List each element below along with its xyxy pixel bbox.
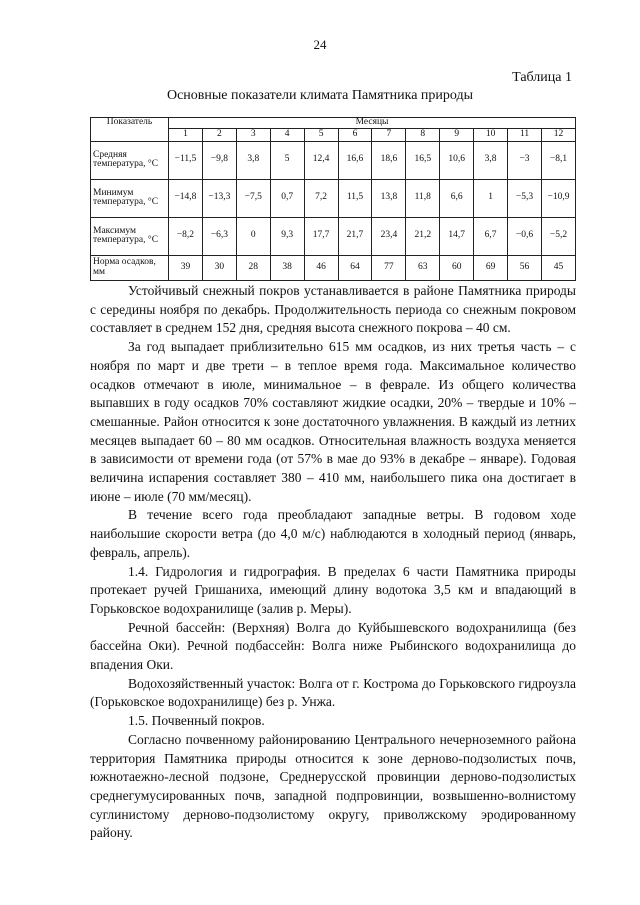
column-header-parameter: Показатель [91,118,169,142]
month-header: 10 [474,128,508,141]
table-cell: 69 [474,255,508,280]
table-cell: 56 [508,255,542,280]
page-number: 24 [313,37,327,52]
paragraph-snow-cover: Устойчивый снежный покров устанавливается в районе Памятника природы с середины ноября по декабрь. Продолжительность периода со снежным покровом составляет в среднем 152 дня, средняя высота снежного покрова – 40 см. [90,283,576,336]
table-cell: 64 [338,255,372,280]
table-cell: 60 [440,255,474,280]
paragraph-winds: В течение всего года преобладают западные ветры. В годовом ходе наибольшие скорости ветра (до 4,0 м/с) наблюдаются в холодный период (январь, февраль, апрель). [90,507,576,560]
table-cell: −6,3 [202,217,236,255]
table-cell: 21,7 [338,217,372,255]
table-cell: 23,4 [372,217,406,255]
month-header: 2 [202,128,236,141]
table-row-min-temperature [91,179,576,217]
month-header: 4 [270,128,304,141]
table-cell: 16,5 [406,141,440,179]
table-cell: 6,6 [440,179,474,217]
month-header: 1 [169,128,203,141]
table-cell: −5,3 [508,179,542,217]
row-label: Минимум температура, °С [91,179,169,217]
table-cell: 28 [236,255,270,280]
table-cell: 45 [541,255,575,280]
table-cell: 14,7 [440,217,474,255]
month-header: 11 [508,128,542,141]
table-cell: 3,8 [236,141,270,179]
table-cell: 46 [304,255,338,280]
table-cell: −10,9 [541,179,575,217]
table-cell: 6,7 [474,217,508,255]
table-cell: 38 [270,255,304,280]
column-header-months: Месяцы [169,118,576,129]
table-cell: 30 [202,255,236,280]
row-label: Средняя температура, °С [91,141,169,179]
table-cell: 21,2 [406,217,440,255]
paragraph-river-basin: Речной бассейн: (Верхняя) Волга до Куйбышевского водохранилища (без бассейна Оки). Речной подбассейн: Волга ниже Рыбинского водохранилища до впадения Оки. [90,619,576,673]
paragraph-water-section: Водохозяйственный участок: Волга от г. Кострома до Горьковского гидроузла (Горьковское водохранилище) без р. Унжа. [90,675,576,710]
month-header: 5 [304,128,338,141]
month-header: 12 [541,128,575,141]
table-label: Таблица 1 [512,70,572,85]
table-cell: −11,5 [169,141,203,179]
table-cell: 0,7 [270,179,304,217]
table-cell: 5 [270,141,304,179]
table-row-max-temperature [91,217,576,255]
month-header: 8 [406,128,440,141]
table-cell: 12,4 [304,141,338,179]
row-label: Норма осадков, мм [91,255,169,280]
table-cell: −0,6 [508,217,542,255]
table-cell: 1 [474,179,508,217]
table-cell: 11,8 [406,179,440,217]
table-cell: −5,2 [541,217,575,255]
table-cell: 3,8 [474,141,508,179]
table-cell: −14,8 [169,179,203,217]
table-cell: −9,8 [202,141,236,179]
table-cell: −3 [508,141,542,179]
row-label: Максимум температура, °С [91,217,169,255]
section-heading-soil: 1.5. Почвенный покров. [128,713,265,729]
table-cell: 11,5 [338,179,372,217]
table-cell: 39 [169,255,203,280]
table-cell: −13,3 [202,179,236,217]
body-text [90,282,576,843]
table-cell: 77 [372,255,406,280]
month-header: 7 [372,128,406,141]
table-cell: 18,6 [372,141,406,179]
climate-table [90,117,576,281]
table-cell: 17,7 [304,217,338,255]
table-row-precipitation [91,255,576,280]
table-cell: 10,6 [440,141,474,179]
table-cell: 16,6 [338,141,372,179]
table-cell: 63 [406,255,440,280]
table-title: Основные показатели климата Памятника природы [166,88,474,103]
table-cell: 7,2 [304,179,338,217]
table-cell: 9,3 [270,217,304,255]
table-cell: −8,2 [169,217,203,255]
table-cell: −7,5 [236,179,270,217]
table-cell: 13,8 [372,179,406,217]
month-header: 9 [440,128,474,141]
paragraph-hydrology: 1.4. Гидрология и гидрография. В пределах 6 части Памятника природы протекает ручей Гришаниха, имеющий длину водотока 3,5 км и впадающий в Горьковское водохранилище (залив р. Меры). [90,563,576,616]
table-cell: 0 [236,217,270,255]
paragraph-soil: Согласно почвенному районированию Центрального нечерноземного района территория Памятника природы относится к зоне дерново-подзолистых почв, южнотаежно-лесной подзоне, Среднерусской провинции дерново-подзолистых среднегумусированных почв, западной подпровинции, возвышенно-волнистому суглинистому дерново-подзолистому округу, приволжскому эродированному району. [90,731,576,841]
month-header: 6 [338,128,372,141]
table-cell: −8,1 [541,141,575,179]
table-row-mean-temperature [91,141,576,179]
month-header: 3 [236,128,270,141]
paragraph-precipitation: За год выпадает приблизительно 615 мм осадков, из них третья часть – с ноября по март и две трети – в теплое время года. Максимальное количество осадков отмечают в июле, минимальное – в феврале. Из общего количества выпавших в году осадков 70% составляют жидкие осадки, 20% – твердые и 10% – смешанные. Район относится к зоне достаточного увлажнения. В каждый из летних месяцев выпадает 60 – 80 мм осадков. Относительная влажность воздуха меняется в зависимости от времени года (от 57% в мае до 93% в декабре – январе). Годовая величина испарения составляет 380 – 410 мм, наибольшего пика она достигает в июне – июле (70 мм/месяц). [90,339,576,504]
